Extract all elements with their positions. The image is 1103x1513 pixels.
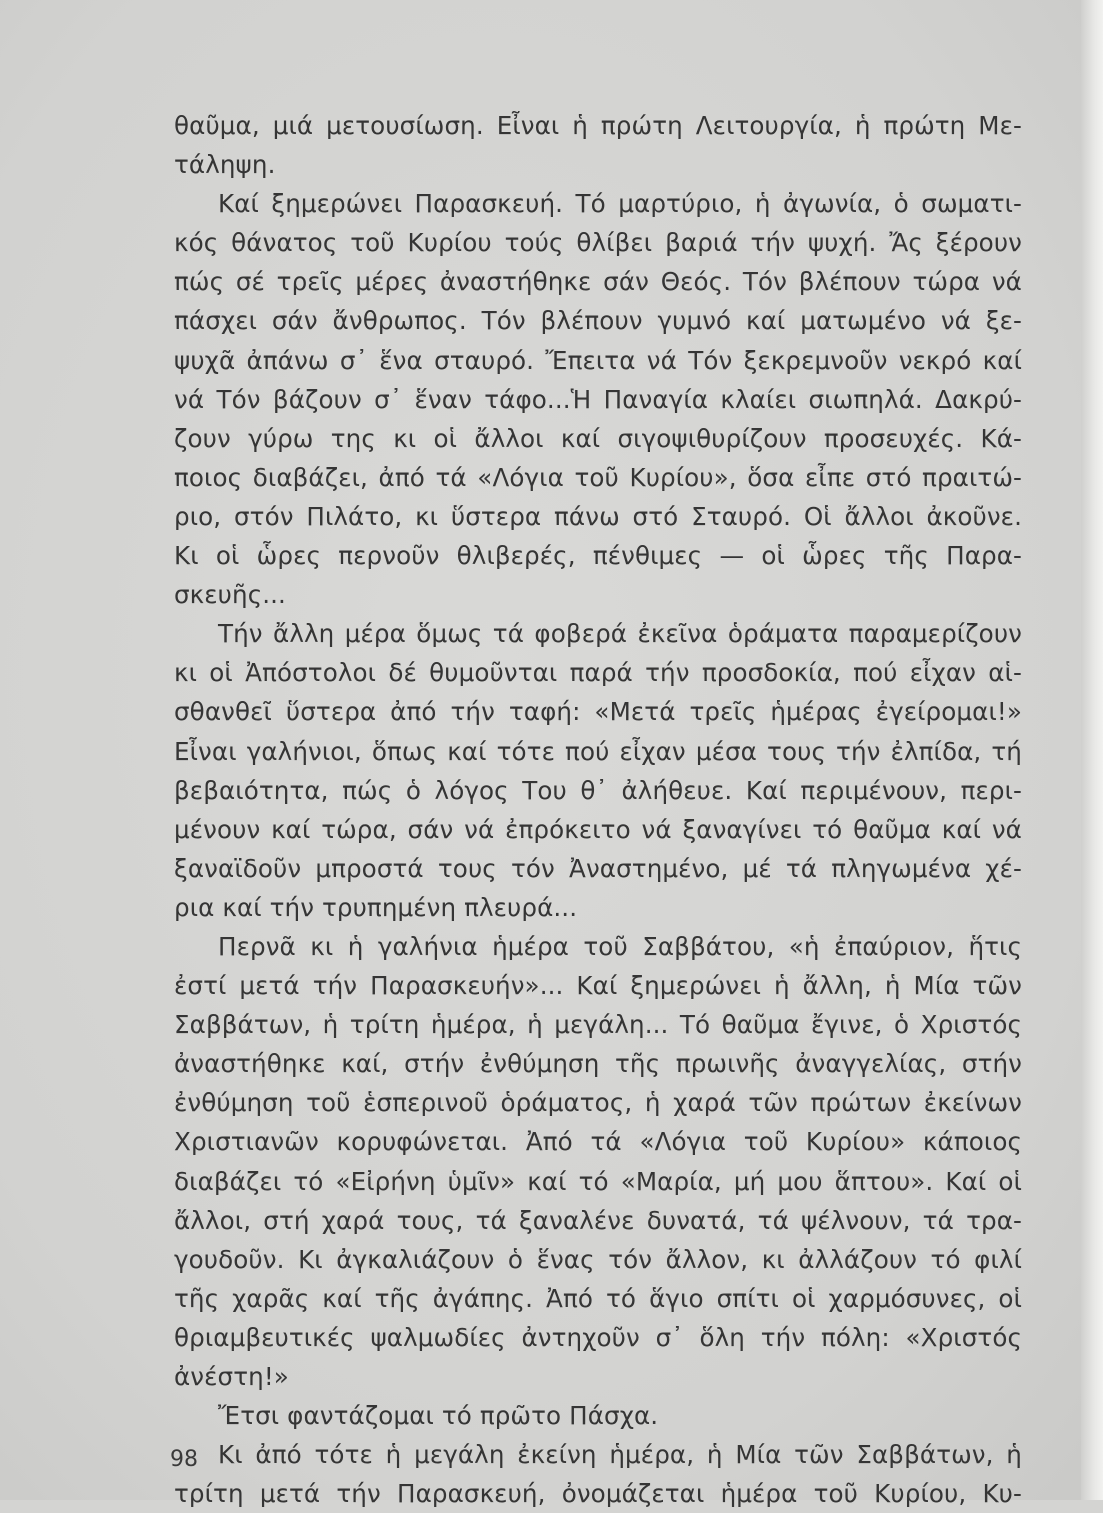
text-line: ριο, στόν Πιλάτο, κι ὕστερα πάνω στό Σταυρό. Οἱ ἄλλοι ἀκοῦνε.: [174, 501, 1022, 531]
text-line: ἄλλοι, στή χαρά τους, τά ξαναλένε δυνατά, τά ψέλνουν, τά τρα-: [174, 1205, 1022, 1235]
text-line: θαῦμα, μιά μετουσίωση. Εἶναι ἡ πρώτη Λειτουργία, ἡ πρώτη Με-: [174, 111, 1022, 140]
paragraph-start-line: Περνᾶ κι ἡ γαλήνια ἡμέρα τοῦ Σαββάτου, «ἡ ἐπαύριον, ἥτις: [218, 931, 1022, 961]
page-gutter-edge: [1081, 0, 1103, 1500]
text-line: τρίτη μετά τήν Παρασκευή, ὀνομάζεται ἡμέρα τοῦ Κυρίου, Κυ-: [174, 1479, 1022, 1509]
text-line: ἐνθύμηση τοῦ ἑσπερινοῦ ὁράματος, ἡ χαρά τῶν πρώτων ἐκείνων: [174, 1088, 1022, 1118]
text-line: τῆς χαρᾶς καί τῆς ἀγάπης. Ἀπό τό ἅγιο σπίτι οἱ χαρμόσυνες, οἱ: [174, 1283, 1022, 1313]
text-line: σκευῆς...: [174, 580, 286, 610]
text-line: ποιος διαβάζει, ἀπό τά «Λόγια τοῦ Κυρίου», ὅσα εἶπε στό πραιτώ-: [174, 462, 1022, 492]
text-line: ζουν γύρω της κι οἱ ἄλλοι καί σιγοψιθυρίζουν προσευχές. Κά-: [174, 423, 1022, 453]
paragraph-start-line: Ἔτσι φαντάζομαι τό πρῶτο Πάσχα.: [218, 1401, 659, 1431]
text-line: γουδοῦν. Κι ἀγκαλιάζουν ὁ ἕνας τόν ἄλλον, κι ἀλλάζουν τό φιλί: [174, 1244, 1022, 1274]
text-line: Εἶναι γαλήνιοι, ὅπως καί τότε πού εἶχαν μέσα τους τήν ἐλπίδα, τή: [174, 736, 1022, 766]
paragraph-start-line: Τήν ἄλλη μέρα ὅμως τά φοβερά ἐκεῖνα ὁράματα παραμερίζουν: [218, 619, 1022, 649]
text-line: σθανθεῖ ὕστερα ἀπό τήν ταφή: «Μετά τρεῖς ἡμέρας ἐγείρομαι!»: [174, 697, 1022, 727]
text-line: νά Τόν βάζουν σ᾽ ἕναν τάφο...Ἡ Παναγία κλαίει σιωπηλά. Δακρύ-: [174, 384, 1022, 414]
text-line: Χριστιανῶν κορυφώνεται. Ἀπό τά «Λόγια τοῦ Κυρίου» κάποιος: [174, 1127, 1022, 1157]
paragraph-start-line: Κι ἀπό τότε ἡ μεγάλη ἐκείνη ἡμέρα, ἡ Μία τῶν Σαββάτων, ἡ: [218, 1440, 1022, 1470]
text-line: ἀνέστη!»: [174, 1362, 289, 1391]
text-line: πώς σέ τρεῖς μέρες ἀναστήθηκε σάν Θεός. Τόν βλέπουν τώρα νά: [174, 267, 1022, 297]
page-number: 98: [170, 1447, 198, 1472]
text-line: βεβαιότητα, πώς ὁ λόγος Του θ᾽ ἀλήθευε. Καί περιμένουν, περι-: [174, 775, 1022, 805]
text-line: κός θάνατος τοῦ Κυρίου τούς θλίβει βαριά τήν ψυχή. Ἄς ξέρουν: [174, 228, 1022, 258]
text-line: πάσχει σάν ἄνθρωπος. Τόν βλέπουν γυμνό καί ματωμένο νά ξε-: [174, 306, 1022, 336]
text-line: Σαββάτων, ἡ τρίτη ἡμέρα, ἡ μεγάλη... Τό θαῦμα ἔγινε, ὁ Χριστός: [174, 1010, 1022, 1040]
text-line: τάληψη.: [174, 150, 276, 180]
text-line: κι οἱ Ἀπόστολοι δέ θυμοῦνται παρά τήν προσδοκία, πού εἶχαν αἱ-: [174, 658, 1022, 688]
text-line: ψυχᾶ ἀπάνω σ᾽ ἕνα σταυρό. Ἔπειτα νά Τόν ξεκρεμνοῦν νεκρό καί: [174, 345, 1022, 375]
text-line: ἀναστήθηκε καί, στήν ἐνθύμηση τῆς πρωινῆς ἀναγγελίας, στήν: [174, 1049, 1022, 1079]
paragraph-start-line: Καί ξημερώνει Παρασκευή. Τό μαρτύριο, ἡ ἀγωνία, ὁ σωματι-: [218, 189, 1022, 219]
text-line: ξαναϊδοῦν μπροστά τους τόν Ἀναστημένο, μέ τά πληγωμένα χέ-: [174, 853, 1022, 883]
text-line: ρια καί τήν τρυπημένη πλευρά...: [174, 892, 578, 922]
text-line: Κι οἱ ὧρες περνοῦν θλιβερές, πένθιμες — οἱ ὧρες τῆς Παρα-: [174, 541, 1022, 571]
text-line: θριαμβευτικές ψαλμωδίες ἀντηχοῦν σ᾽ ὅλη τήν πόλη: «Χριστός: [174, 1322, 1022, 1352]
text-line: μένουν καί τώρα, σάν νά ἐπρόκειτο νά ξαναγίνει τό θαῦμα καί νά: [174, 814, 1022, 844]
text-line: ἐστί μετά τήν Παρασκευήν»... Καί ξημερώνει ἡ ἄλλη, ἡ Μία τῶν: [174, 971, 1022, 1001]
text-line: διαβάζει τό «Εἰρήνη ὑμῖν» καί τό «Μαρία, μή μου ἅπτου». Καί οἱ: [174, 1166, 1022, 1196]
body-text: [174, 106, 1022, 1513]
